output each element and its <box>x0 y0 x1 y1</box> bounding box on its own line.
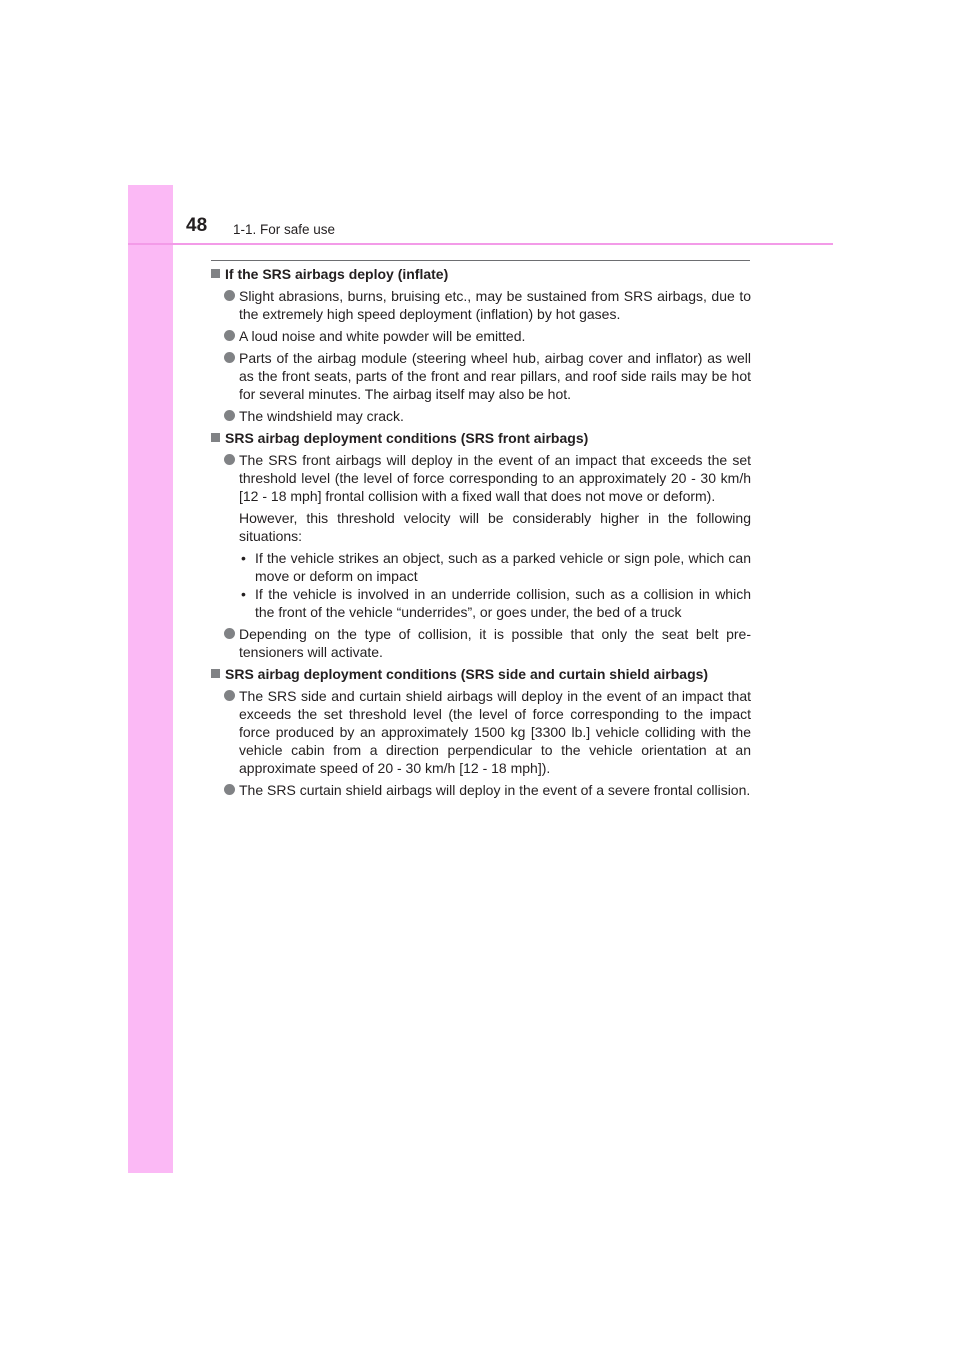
square-bullet-icon <box>211 669 220 678</box>
list-item: Slight abrasions, burns, bruising etc., may be sustained from SRS airbags, due to the extremely high speed deployment (inflation) by hot gases. <box>211 287 751 323</box>
list-item: Depending on the type of collision, it is possible that only the seat belt pre-tensioners will activate. <box>211 625 751 661</box>
square-bullet-icon <box>211 269 220 278</box>
section-heading: If the SRS airbags deploy (inflate) <box>211 265 751 283</box>
list-item: A loud noise and white powder will be emitted. <box>211 327 751 345</box>
round-bullet-icon <box>224 410 235 421</box>
section-heading: SRS airbag deployment conditions (SRS front airbags) <box>211 429 751 447</box>
header-divider <box>128 243 833 245</box>
list-item: The windshield may crack. <box>211 407 751 425</box>
list-item: The SRS side and curtain shield airbags will deploy in the event of an impact that exceeds the set threshold level (the level of force corresponding to the impact force produced by an approximately 1500 kg [3300 lb.] vehicle colliding with the vehicle cabin from a direction perpendicular to the vehicle orientation at an approximate speed of 20 - 30 km/h [12 - 18 mph]). <box>211 687 751 777</box>
sub-list-item: • If the vehicle is involved in an underride collision, such as a collision in which the front of the vehicle “underrides”, or goes under, the bed of a truck <box>241 586 751 620</box>
round-bullet-icon <box>224 690 235 701</box>
round-bullet-icon <box>224 330 235 341</box>
list-item: The SRS front airbags will deploy in the event of an impact that exceeds the set threshold level (the level of force corresponding to an approximately 20 - 30 km/h [12 - 18 mph] frontal collision with a fixed wall that does not move or deform). <box>211 451 751 505</box>
page-content <box>211 265 751 803</box>
sub-list <box>211 549 751 621</box>
round-bullet-icon <box>224 290 235 301</box>
dot-marker: • <box>241 550 246 566</box>
round-bullet-icon <box>224 628 235 639</box>
round-bullet-icon <box>224 454 235 465</box>
page-number: 48 <box>186 215 208 236</box>
section-title: 1-1. For safe use <box>233 222 336 237</box>
list-item: The SRS curtain shield airbags will deploy in the event of a severe frontal collision. <box>211 781 751 799</box>
note-paragraph: However, this threshold velocity will be considerably higher in the following situations: <box>239 510 751 544</box>
dot-marker: • <box>241 586 246 602</box>
list-item: Parts of the airbag module (steering wheel hub, airbag cover and inflator) as well as the front seats, parts of the front and rear pillars, and roof side rails may be hot for several minutes. The airbag itself may also be hot. <box>211 349 751 403</box>
content-divider <box>211 260 750 261</box>
sub-list-item: • If the vehicle strikes an object, such as a parked vehicle or sign pole, which can move or deform on impact <box>241 550 751 584</box>
section-heading: SRS airbag deployment conditions (SRS side and curtain shield airbags) <box>211 665 751 683</box>
square-bullet-icon <box>211 433 220 442</box>
round-bullet-icon <box>224 352 235 363</box>
round-bullet-icon <box>224 784 235 795</box>
chapter-side-tab <box>128 185 173 1173</box>
